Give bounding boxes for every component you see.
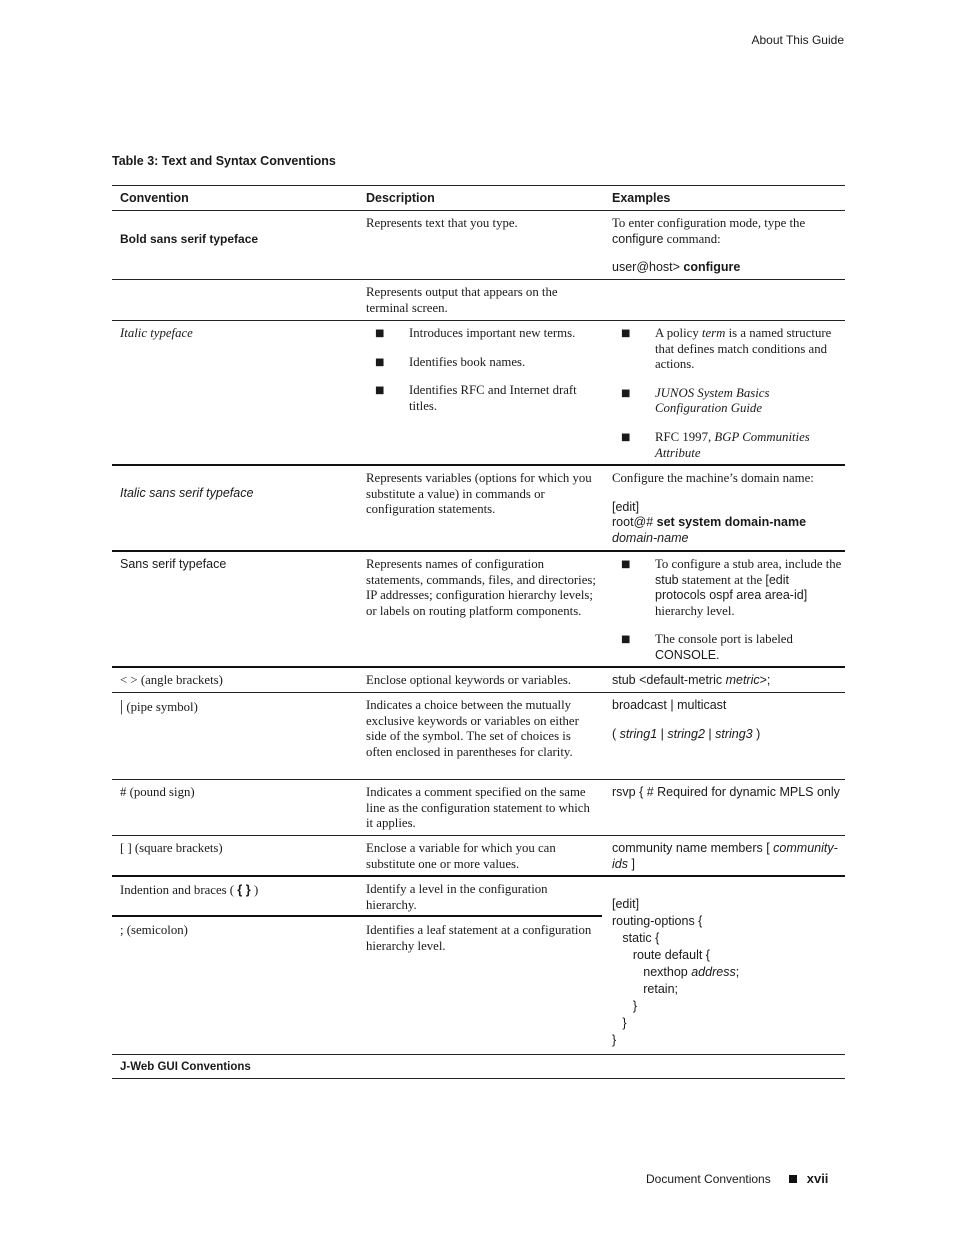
column-header-convention: Convention (120, 191, 189, 205)
bullet-item: ■ To configure a stub area, include the stub statement at the [edit protocols ospf area area-id] hierarchy level. (610, 557, 842, 619)
table-title: Table 3: Text and Syntax Conventions (112, 154, 336, 168)
running-title: About This Guide (751, 33, 844, 47)
table-row-italic-sans (112, 466, 845, 552)
bullet-item: ■ The console port is labeled CONSOLE. (610, 632, 842, 663)
description-cell: Enclose a variable for which you can substitute one or more values. (366, 841, 556, 871)
example-edit: [edit] (612, 499, 640, 514)
example-cell (612, 471, 844, 546)
example-text: command: (663, 231, 721, 246)
description-cell: Indicates a choice between the mutually exclusive keywords or variables on either side of the symbol. The set of choices is often enclosed in parentheses for clarity. (366, 698, 579, 759)
convention-cell: Indention and braces ( { } ) (120, 882, 259, 897)
example-cell: rsvp { # Required for dynamic MPLS only (612, 785, 840, 799)
example-command: configure (612, 231, 664, 246)
bullet-item: ■ JUNOS System Basics Configuration Guide (610, 386, 842, 417)
example-text: To enter configuration mode, type the (612, 216, 806, 230)
convention-cell: ; (semicolon) (120, 923, 188, 937)
bullet-item: ■ Identifies book names. (364, 355, 598, 371)
convention-cell: Sans serif typeface (120, 557, 227, 571)
convention-cell: < > (angle brackets) (120, 673, 223, 687)
example-typed: configure (683, 260, 741, 275)
example-command: set system domain-name (656, 515, 807, 530)
example-text: ( string1 | string2 | string3 ) (612, 726, 761, 741)
page-footer (646, 1171, 828, 1186)
convention-cell: [ ] (square brackets) (120, 841, 223, 855)
convention-cell: # (pound sign) (120, 785, 195, 799)
table-row-group-hierarchy (112, 877, 845, 1055)
footer-square-icon (789, 1175, 797, 1183)
table-row-indention (112, 877, 602, 917)
conventions-table (112, 185, 845, 1079)
example-cell (610, 326, 842, 474)
example-text: broadcast | multicast (612, 698, 727, 712)
description-cell: Represents names of configuration statements, commands, files, and directories; IP addresses; configuration hierarchy levels; or labels on routing platform components. (366, 557, 596, 618)
example-prompt: root@# (612, 515, 657, 530)
bullet-item: ■ Introduces important new terms. (364, 326, 598, 342)
table-header-row (112, 185, 845, 211)
table-row-angle-brackets (112, 668, 845, 693)
page-number: xvii (806, 1171, 829, 1186)
example-prompt: user@host> (612, 260, 684, 275)
example-cell (610, 557, 842, 677)
convention-cell: Italic sans serif typeface (120, 486, 254, 500)
section-label: J-Web GUI Conventions (120, 1061, 251, 1073)
description-cell: Identifies a leaf statement at a configuration hierarchy level. (366, 923, 592, 953)
convention-cell: Italic typeface (120, 326, 193, 340)
table-row-italic (112, 321, 845, 466)
footer-section: Document Conventions (646, 1172, 771, 1186)
bullet-item: ■ Identifies RFC and Internet draft titles. (364, 383, 598, 414)
example-cell: stub <default-metric metric>; (612, 673, 771, 687)
table-row-square-brackets (112, 836, 845, 877)
example-cell: community name members [ community-ids ] (612, 841, 838, 871)
table-row-pound (112, 780, 845, 836)
description-cell (364, 326, 598, 427)
table-row-pipe (112, 693, 845, 780)
description-cell: Represents output that appears on the terminal screen. (366, 285, 558, 315)
column-header-examples: Examples (612, 191, 671, 205)
table-section-jweb (112, 1055, 845, 1079)
description-cell: Represents text that you type. (366, 216, 518, 230)
table-row-bold (112, 211, 845, 280)
table-row-semicolon (112, 917, 602, 1054)
description-cell: Identify a level in the configuration hierarchy. (366, 882, 548, 912)
table-row-output (112, 280, 845, 321)
shared-example-cell: [edit] routing-options { static { route default { nexthop address; retain; } } } (612, 897, 740, 1047)
convention-cell: | (pipe symbol) (120, 698, 198, 715)
description-cell: Enclose optional keywords or variables. (366, 673, 572, 687)
example-cell (612, 698, 844, 742)
running-header (751, 33, 844, 48)
example-variable: domain-name (612, 530, 689, 545)
bullet-item: ■ RFC 1997, BGP Communities Attribute (610, 430, 842, 461)
description-cell: Represents variables (options for which you substitute a value) in commands or configuration statements. (366, 471, 592, 517)
description-cell: Indicates a comment specified on the same line as the configuration statement to which it applies. (366, 785, 590, 831)
example-text: Configure the machine’s domain name: (612, 471, 814, 485)
column-header-description: Description (366, 191, 435, 205)
convention-cell: Bold sans serif typeface (120, 232, 259, 246)
example-cell (612, 216, 844, 276)
bullet-item: ■ A policy term is a named structure that defines match conditions and actions. (610, 326, 842, 373)
table-row-sans (112, 552, 845, 668)
